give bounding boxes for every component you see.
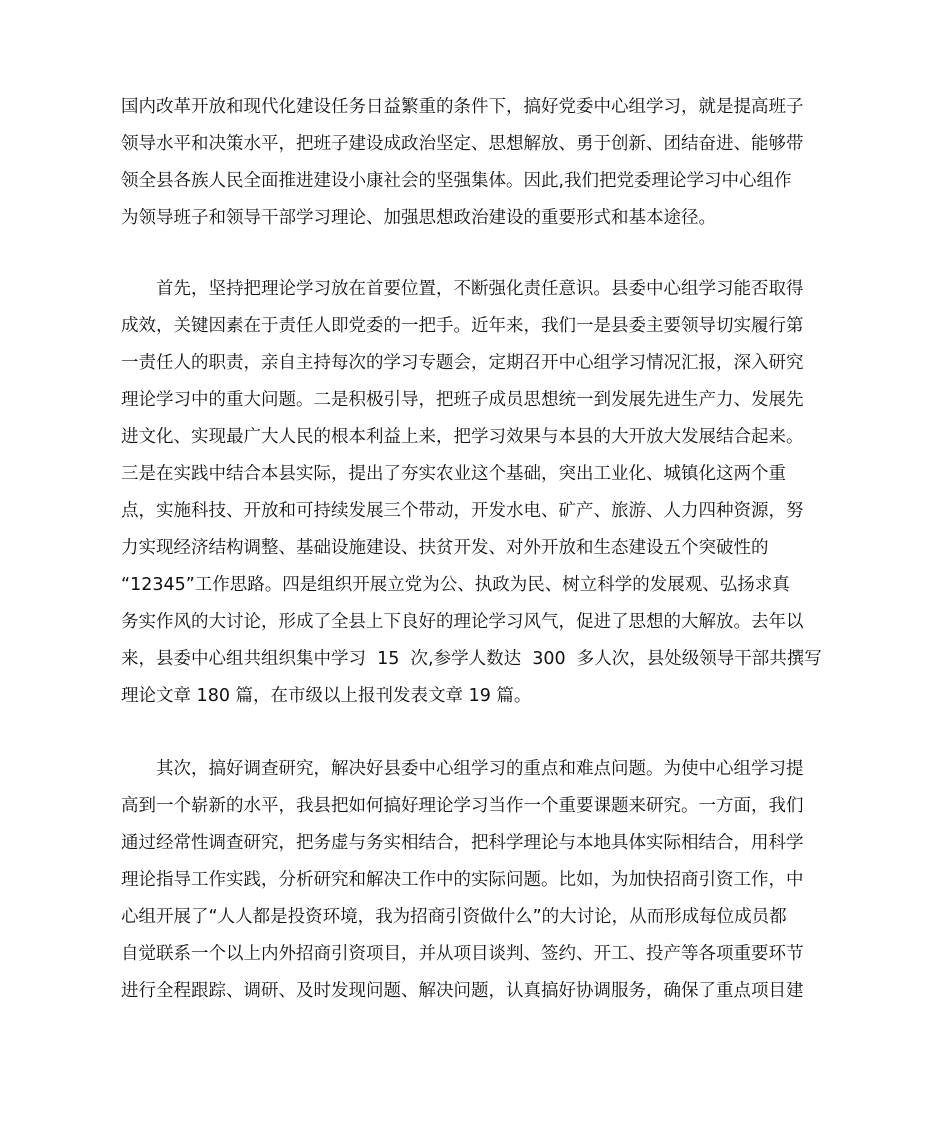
- text-line: 首先，坚持把理论学习放在首要位置，不断强化责任意识。县委中心组学习能否取得: [156, 279, 804, 299]
- text-line: 国内改革开放和现代化建设任务日益繁重的条件下，搞好党委中心组学习，就是提高班子: [121, 97, 804, 117]
- text-line: 点，实施科技、开放和可持续发展三个带动，开发水电、矿产、旅游、人力四种资源，努: [121, 501, 804, 521]
- text-line: 理论指导工作实践，分析研究和解决工作中的实际问题。比如，为加快招商引资工作，中: [121, 870, 804, 890]
- text-line: 其次，搞好调查研究，解决好县委中心组学习的重点和难点问题。为使中心组学习提: [156, 759, 804, 779]
- text-line: 自觉联系一个以上内外招商引资项目，并从项目谈判、签约、开工、投产等各项重要环节: [121, 944, 804, 964]
- text-line: 成效，关键因素在于责任人即党委的一把手。近年来，我们一是县委主要领导切实履行第: [121, 316, 804, 336]
- text-line: 一责任人的职责，亲自主持每次的学习专题会，定期召开中心组学习情况汇报，深入研究: [121, 353, 804, 373]
- text-line: 力实现经济结构调整、基础设施建设、扶贫开发、对外开放和生态建设五个突破性的: [121, 538, 769, 558]
- text-line: 高到一个崭新的水平，我县把如何搞好理论学习当作一个重要课题来研究。一方面，我们: [121, 796, 804, 816]
- text-line: 进行全程跟踪、调研、及时发现问题、解决问题，认真搞好协调服务，确保了重点项目建: [121, 981, 804, 1001]
- text-line: 进文化、实现最广大人民的根本利益上来，把学习效果与本县的大开放大发展结合起来。: [121, 427, 804, 447]
- text-line: “12345”工作思路。四是组织开展立党为公、执政为民、树立科学的发展观、弘扬求真: [121, 575, 790, 595]
- text-line: 领全县各族人民全面推进建设小康社会的坚强集体。因此,我们把党委理论学习中心组作: [121, 171, 792, 191]
- text-line: 理论文章 180 篇，在市级以上报刊发表文章 19 篇。: [121, 686, 532, 706]
- text-line: 为领导班子和领导干部学习理论、加强思想政治建设的重要形式和基本途径。: [121, 208, 716, 228]
- text-line: 务实作风的大讨论，形成了全县上下良好的理论学习风气，促进了思想的大解放。去年以: [121, 612, 804, 632]
- text-line: 理论学习中的重大问题。二是积极引导，把班子成员思想统一到发展先进生产力、发展先: [121, 390, 804, 410]
- text-line: 心组开展了“人人都是投资环境，我为招商引资做什么”的大讨论，从而形成每位成员都: [121, 907, 787, 927]
- text-line: 来，县委中心组共组织集中学习 15 次,参学人数达 300 多人次，县处级领导干部共撰写: [121, 649, 822, 669]
- text-line: 领导水平和决策水平，把班子建设成政治坚定、思想解放、勇于创新、团结奋进、能够带: [121, 134, 804, 154]
- text-line: 通过经常性调查研究，把务虚与务实相结合，把科学理论与本地具体实际相结合，用科学: [121, 833, 804, 853]
- text-line: 三是在实践中结合本县实际，提出了夯实农业这个基础，突出工业化、城镇化这两个重: [121, 464, 786, 484]
